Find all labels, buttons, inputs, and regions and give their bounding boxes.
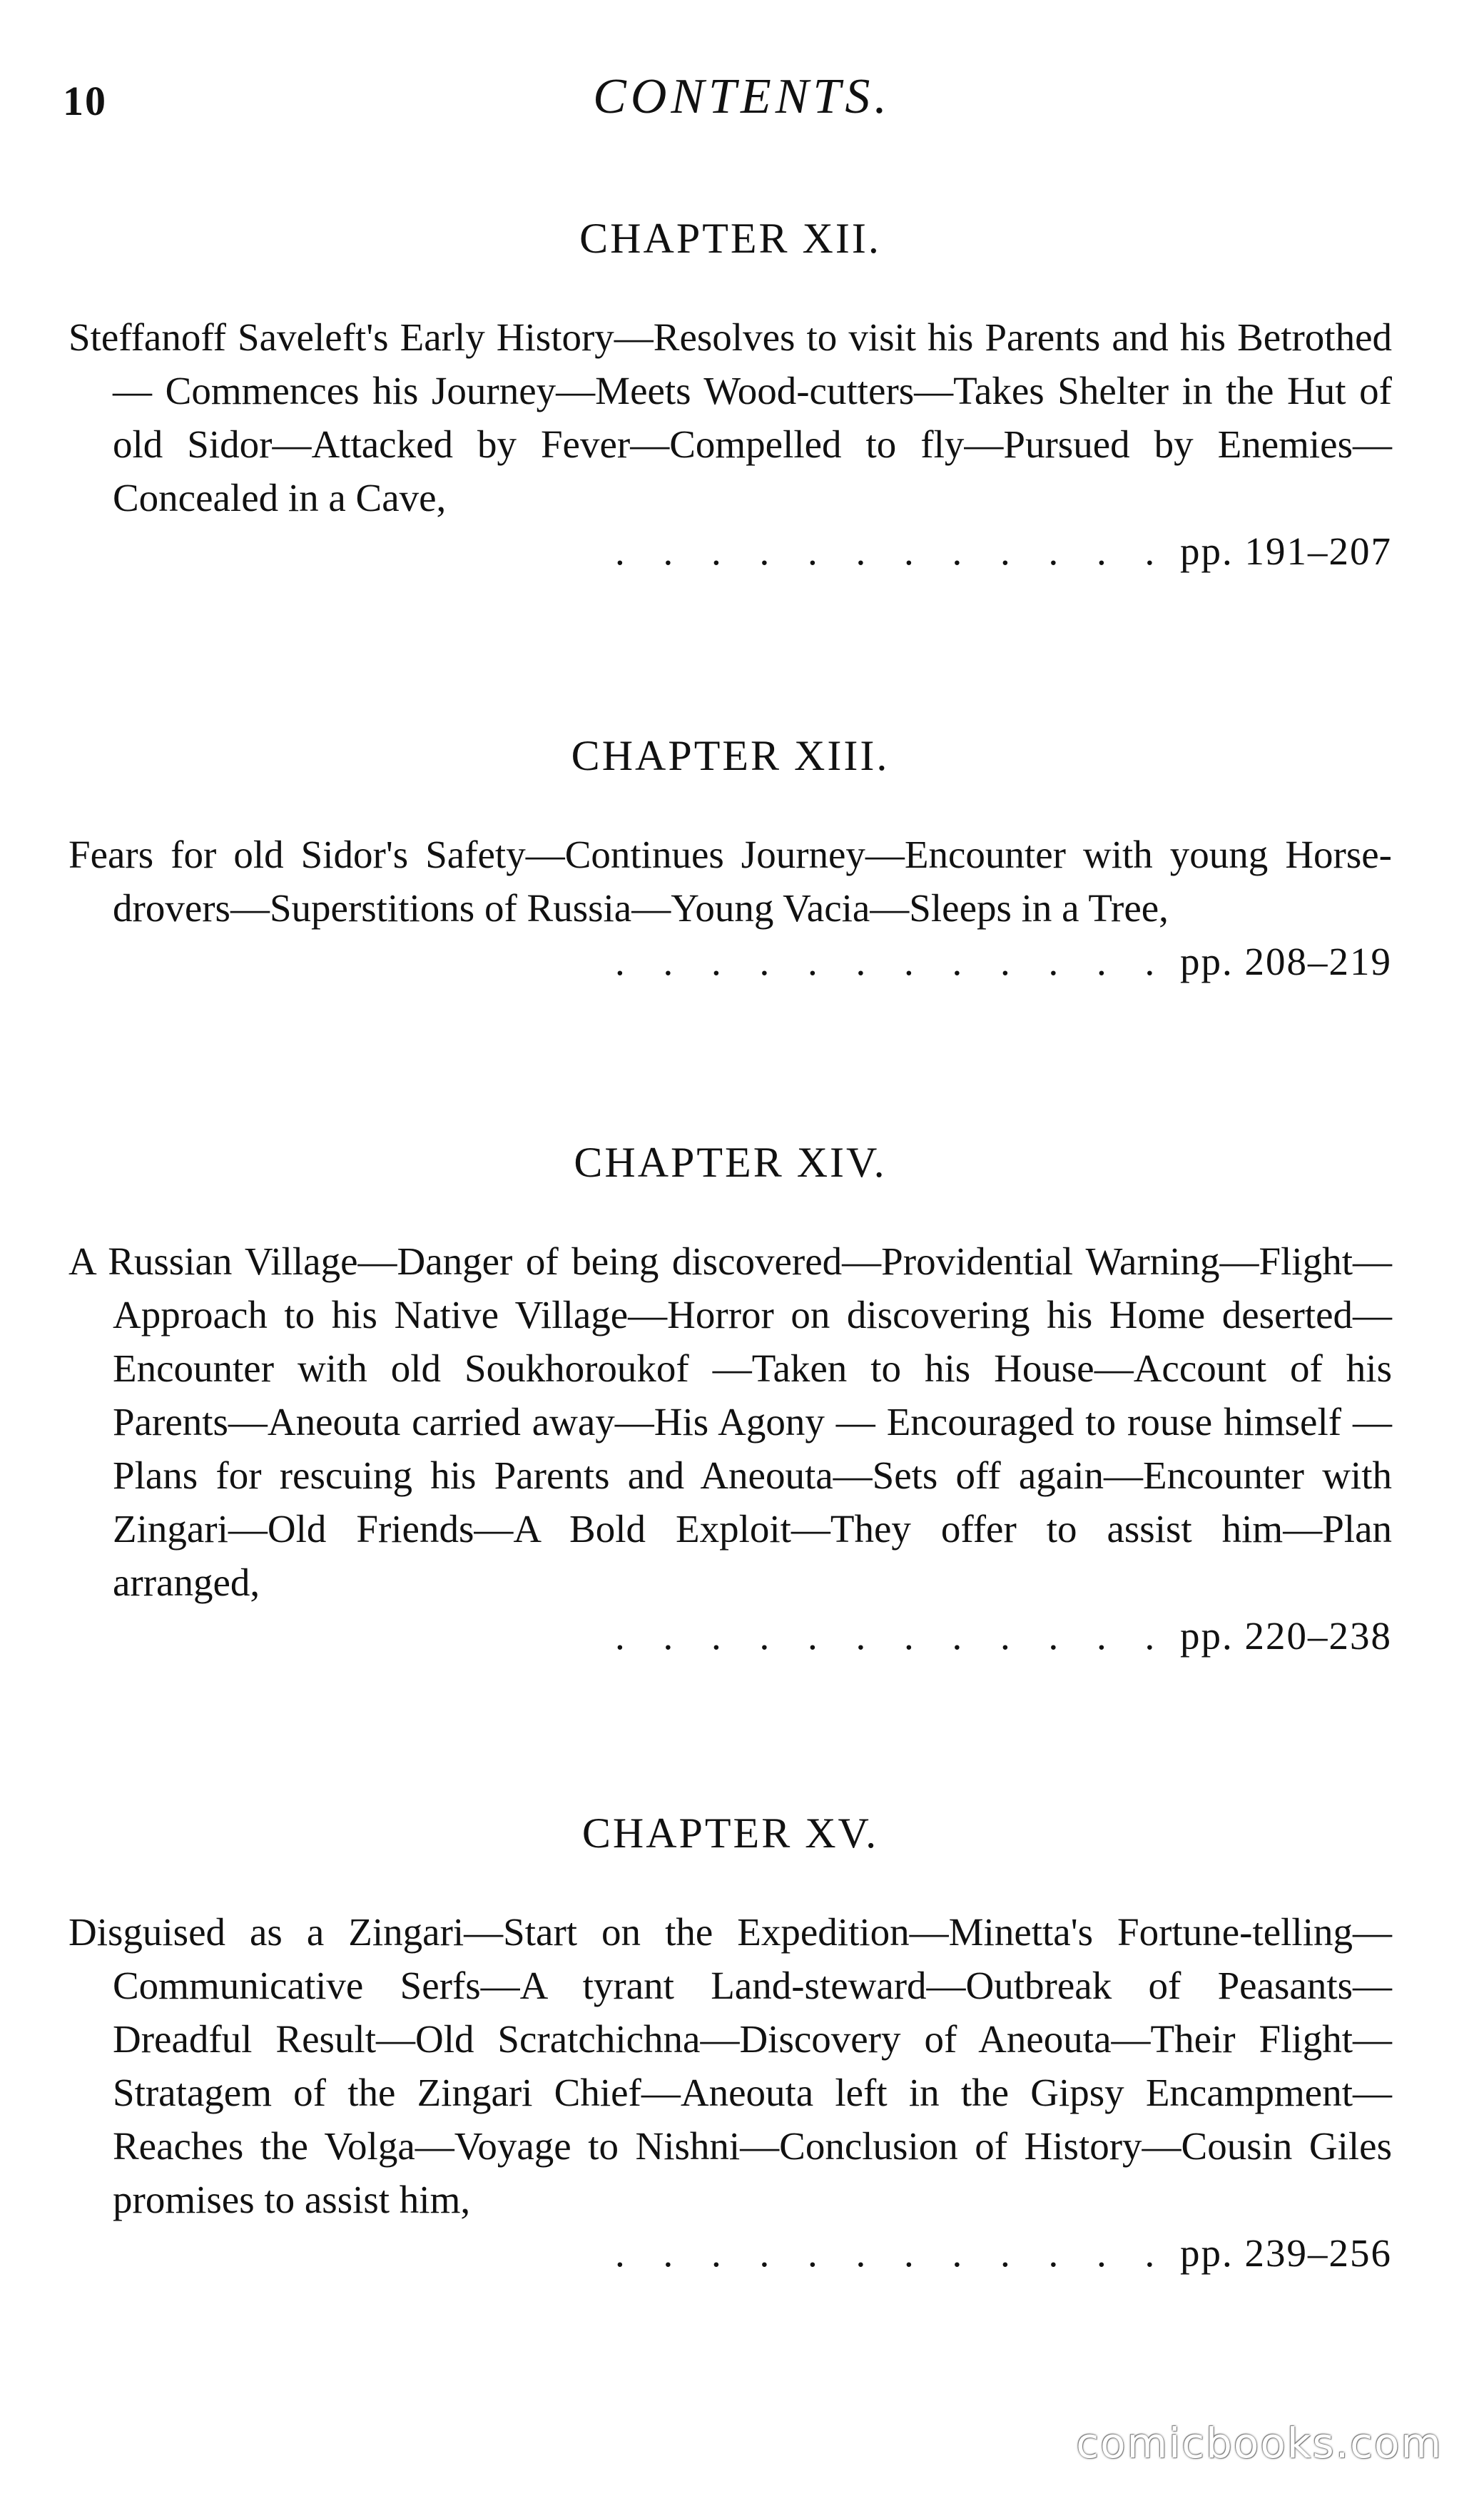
chapter-heading: CHAPTER XIV.	[574, 1139, 887, 1186]
page-header	[0, 69, 1484, 133]
chapter-heading: CHAPTER XII.	[579, 215, 881, 262]
dot-leader: . . . . . . . . . . . .	[615, 2231, 1169, 2275]
page-number: 10	[63, 78, 107, 124]
page-range-text: pp. 239–256	[1180, 2231, 1392, 2275]
page-range	[113, 1609, 1392, 1663]
page-range	[113, 524, 1392, 578]
page-range-text: pp. 191–207	[1180, 529, 1392, 573]
dot-leader: . . . . . . . . . . . .	[615, 1614, 1169, 1658]
watermark: comicbooks.com	[1076, 2419, 1443, 2467]
dot-leader: . . . . . . . . . . . .	[615, 529, 1169, 573]
dot-leader: . . . . . . . . . . . .	[615, 940, 1169, 983]
chapter-entry	[68, 1138, 1392, 1663]
chapter-summary	[68, 310, 1392, 578]
chapter-heading: CHAPTER XIII.	[571, 732, 890, 779]
chapter-entry	[68, 214, 1392, 578]
page-range-text: pp. 220–238	[1180, 1614, 1392, 1658]
chapter-summary-text: Disguised as a Zingari—Start on the Expedition—Minetta's Fortune-telling—Communicative Serfs—A tyrant Land-steward—Outbreak of Peasants—Dreadful Result—Old Scratchichna—Discovery of Aneouta—Their Flight—Stratagem of the Zingari Chief—Aneouta left in the Gipsy Encampment—Reaches the Volga—Voyage to Nishni—Conclusion of History—Cousin Giles promises to assist him,	[68, 1910, 1392, 2221]
chapter-summary	[68, 1234, 1392, 1663]
page-range-text: pp. 208–219	[1180, 940, 1392, 983]
chapter-summary	[68, 1905, 1392, 2280]
page-range	[113, 935, 1392, 988]
chapter-entry	[68, 731, 1392, 988]
chapter-summary-text: Fears for old Sidor's Safety—Continues Journey—Encounter with young Horse-drovers—Superstitions of Russia—Young Vacia—Sleeps in a Tree,	[68, 833, 1392, 930]
page-range	[113, 2226, 1392, 2280]
chapter-summary-text: Steffanoff Saveleft's Early History—Resolves to visit his Parents and his Betrothed — Commences his Journey—Meets Wood-cutters—Takes Shelter in the Hut of old Sidor—Attacked by Fever—Compelled to fly—Pursued by Enemies—Concealed in a Cave,	[68, 315, 1392, 519]
chapter-heading: CHAPTER XV.	[581, 1810, 879, 1857]
chapter-summary-text: A Russian Village—Danger of being discovered—Providential Warning—Flight—Approach to his Native Village—Horror on discovering his Home deserted—Encounter with old Soukhoroukof —Taken to his House—Account of his Parents—Aneouta carried away—His Agony — Encouraged to rouse himself — Plans for rescuing his Parents and Aneouta—Sets off again—Encounter with Zingari—Old Friends—A Bold Exploit—They offer to assist him—Plan arranged,	[68, 1239, 1392, 1604]
chapter-entry	[68, 1809, 1392, 2280]
chapter-summary	[68, 828, 1392, 988]
running-title: CONTENTS.	[593, 69, 891, 124]
